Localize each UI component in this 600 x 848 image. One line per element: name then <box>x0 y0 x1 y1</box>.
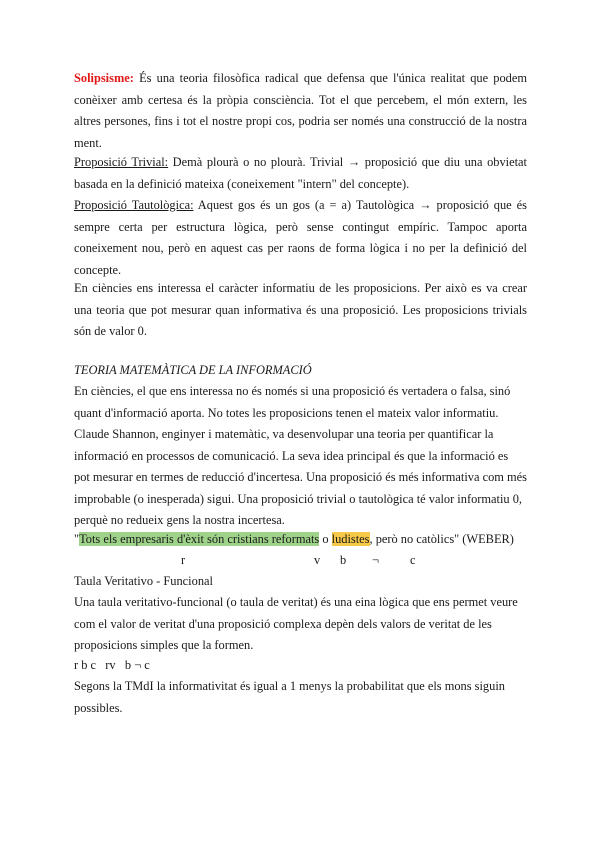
ciencies-paragraph: En ciències ens interessa el caràcter informatiu de les proposicions. Per això es va crear una teoria que pot mesurar quan informativa és una proposició. Les proposicions trivials són de valor 0. <box>74 281 527 338</box>
quote-highlight-green: Tots els empresaris d'èxit són cristians reformats <box>79 532 320 546</box>
teoria-heading: TEORIA MATEMÀTICA DE LA INFORMACIÓ <box>74 363 312 377</box>
symbol-c: c <box>410 553 416 567</box>
taula-paragraph: Una taula veritativo-funcional (o taula de veritat) és una eina lògica que ens permet veure com el valor de veritat d'una proposició complexa depèn dels valors de veritat de les proposicions simples que la formen. <box>74 595 518 652</box>
symbol-v: v <box>314 553 321 567</box>
solipsisme-text: És una teoria filosòfica radical que defensa que l'única realitat que podem conèixer amb certesa és la pròpia consciència. Tot el que percebem, el món extern, les altres persones, fins i tot el nostre propi cos, podria ser només una construcció de la nostra ment. <box>74 71 527 150</box>
tautologica-paragraph <box>74 195 527 281</box>
quote-mid: o <box>319 532 332 546</box>
trivial-term: Proposició Trivial: <box>74 155 169 169</box>
quote-rest: , però no catòlics" (WEBER) <box>369 532 514 546</box>
taula-formula: r b c rv b ¬ c <box>74 658 150 672</box>
symbol-r: r <box>181 553 186 567</box>
quote-open: " <box>74 532 80 546</box>
trivial-paragraph <box>74 152 527 195</box>
symbols-row <box>74 550 527 572</box>
teoria-paragraph: En ciències, el que ens interessa no és només si una proposició és vertadera o falsa, sinó quant d'informació aporta. No totes les proposicions tenen el mateix valor informatiu. Claude Shannon, enginyer i matemàtic, va desenvolupar una teoria per quantificar la informació en processos de comunicació. La seva idea principal és que la informació es pot mesurar en termes de reducció d'incertesa. Una proposició és més informativa com més improbable (o inesperada) sigui. Una proposició trivial o tautològica té valor informatiu 0, perquè no redueix gens la nostra incertesa. <box>74 384 527 527</box>
tautologica-text: Aquest gos és un gos (a = a) Tautològica → proposició que és sempre certa per estructura lògica, però sense contingut empíric. Tampoc aporta coneixement nou, però en aquest cas per raons de forma lògica i no per la definició del concepte. <box>74 198 527 277</box>
quote-highlight-yellow: ludistes <box>331 532 370 546</box>
trivial-text: Demà plourà o no plourà. Trivial → proposició que diu una obvietat basada en la definició mateixa (coneixement "intern" del concepte). <box>74 155 527 191</box>
solipsisme-term: Solipsisme: <box>74 71 134 85</box>
symbol-b: b <box>340 553 347 567</box>
solipsisme-paragraph <box>74 68 527 154</box>
taula-title: Taula Veritativo - Funcional <box>74 574 213 588</box>
tautologica-term: Proposició Tautològica: <box>74 198 194 212</box>
weber-quote <box>74 529 527 551</box>
symbol-negation: ¬ <box>372 553 379 567</box>
tmi-paragraph: Segons la TMdI la informativitat és igual a 1 menys la probabilitat que els mons siguin possibles. <box>74 679 505 715</box>
